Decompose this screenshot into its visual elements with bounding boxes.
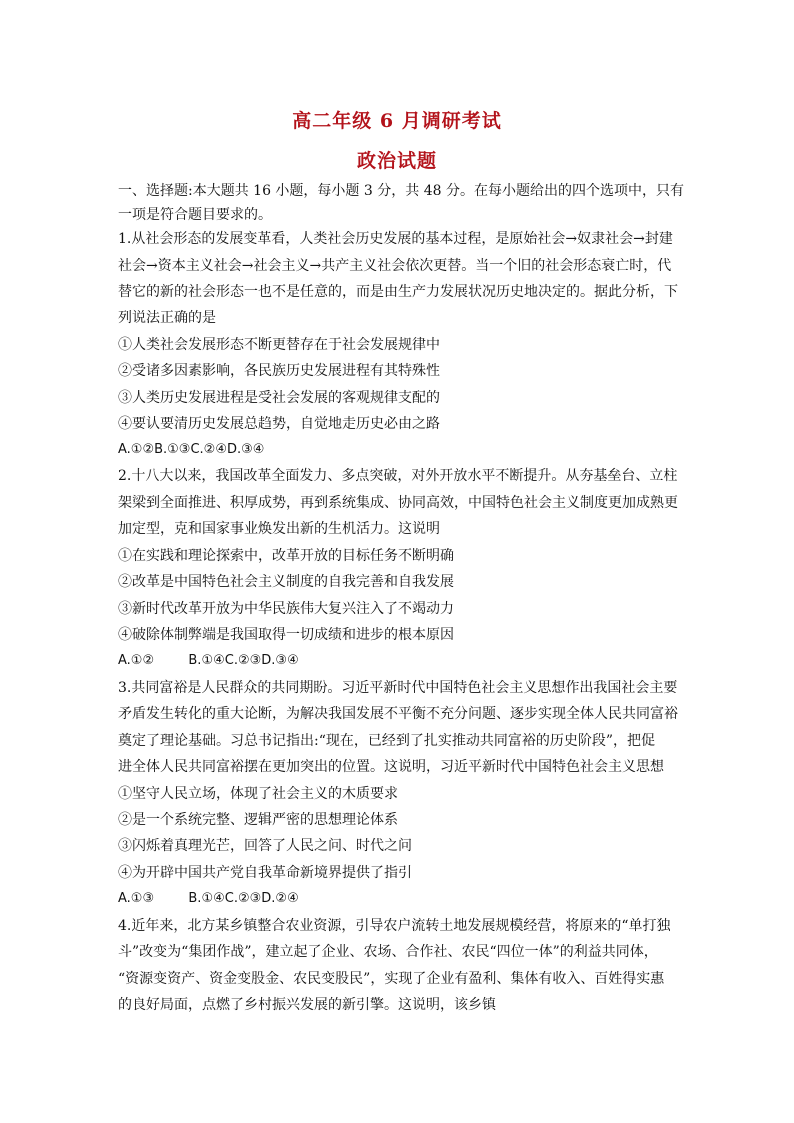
q2-option-3: ③新时代改革开放为中华民族伟大复兴注入了不竭动力 — [118, 601, 454, 617]
q1-stem-line-1: 1.从社会形态的发展变革看，人类社会历史发展的基本过程，是原始社会→奴隶社会→封建 — [118, 231, 673, 247]
q1-option-4: ④要认要清历史发展总趋势，自觉地走历史必由之路 — [118, 416, 440, 432]
q2-stem-line-1: 2.十八大以来，我国改革全面发力、多点突破，对外开放水平不断提升。从夯基垒台、立柱 — [118, 468, 678, 484]
q1-option-3: ③人类历史发展进程是受社会发展的客观规律支配的 — [118, 390, 440, 406]
q1-option-1: ①人类社会发展形态不断更替存在于社会发展规律中 — [118, 337, 440, 353]
q2-option-4: ④破除体制弊端是我国取得一切成绩和进步的根本原因 — [118, 627, 454, 643]
q4-stem-line-2: 斗”改变为“集团作战”，建立起了企业、农场、合作社、农民“四位一体”的利益共同体， — [118, 944, 658, 960]
q3-option-2: ②是一个系统完整、逻辑严密的思想理论体系 — [118, 812, 398, 828]
q3-option-3: ③闪烁着真理光芒，回答了人民之问、时代之问 — [118, 838, 412, 854]
q1-option-2: ②受诸多因素影响，各民族历史发展进程有其特殊性 — [118, 363, 440, 379]
exam-subtitle: 政治试题 — [356, 150, 437, 172]
section-instructions-line-2: 一项是符合题目要求的。 — [118, 207, 272, 223]
q4-stem-line-3: “资源变资产、资金变股金、农民变股民”，实现了企业有盈利、集体有收入、百姓得实惠 — [118, 971, 665, 987]
q3-answer-a: A.①③ — [118, 891, 155, 906]
q2-answer-a: A.①② — [118, 653, 155, 668]
q3-stem-line-1: 3.共同富裕是人民群众的共同期盼。习近平新时代中国特色社会主义思想作出我国社会主要 — [118, 680, 678, 696]
q2-answer-bcd: B.①④C.②③D.③④ — [188, 653, 299, 668]
q2-stem-line-3: 加定型，克和国家事业焕发出新的生机活力。这说明 — [118, 521, 440, 537]
q4-stem-line-4: 的良好局面，点燃了乡村振兴发展的新引擎。这说明，该乡镇 — [118, 997, 496, 1013]
q3-stem-line-3: 奠定了理论基础。习总书记指出:“现在，已经到了扎实推动共同富裕的历史阶段”，把促 — [118, 733, 656, 749]
q2-answer-choices — [118, 652, 301, 670]
q1-answer-choices: A.①②B.①③C.②④D.③④ — [118, 442, 265, 457]
q1-stem-line-2: 社会→资本主义社会→社会主义→共产主义社会依次更替。当一个旧的社会形态衰亡时，代 — [118, 258, 672, 274]
q2-option-2: ②改革是中国特色社会主义制度的自我完善和自我发展 — [118, 574, 454, 590]
q1-stem-line-4: 列说法正确的是 — [118, 310, 216, 326]
q3-option-4: ④为开辟中国共产党自我革命新境界提供了指引 — [118, 865, 412, 881]
q2-stem-line-2: 架梁到全面推进、积厚成势，再到系统集成、协同高效，中国特色社会主义制度更加成熟更 — [118, 495, 678, 511]
section-instructions-line-1: 一、选择题:本大题共 16 小题，每小题 3 分，共 48 分。在每小题给出的四个选项中，只有 — [118, 183, 684, 199]
q3-answer-bcd: B.①④C.②③D.②④ — [188, 891, 299, 906]
q3-stem-line-2: 矛盾发生转化的重大论断，为解决我国发展不平衡不充分问题、逐步实现全体人民共同富裕 — [118, 706, 678, 722]
q3-stem-line-4: 进全体人民共同富裕摆在更加突出的位置。这说明，习近平新时代中国特色社会主义思想 — [118, 759, 664, 775]
q2-option-1: ①在实践和理论探索中，改革开放的目标任务不断明确 — [118, 548, 454, 564]
exam-title: 高二年级 6 月调研考试 — [292, 110, 502, 132]
q3-answer-choices — [118, 890, 301, 908]
q1-stem-line-3: 替它的新的社会形态一也不是任意的，而是由生产力发展状况历史地决定的。据此分析，下 — [118, 284, 678, 300]
q4-stem-line-1: 4.近年来，北方某乡镇整合农业资源，引导农户流转土地发展规模经营，将原来的“单打独 — [118, 918, 671, 934]
q3-option-1: ①坚守人民立场，体现了社会主义的木质要求 — [118, 786, 398, 802]
